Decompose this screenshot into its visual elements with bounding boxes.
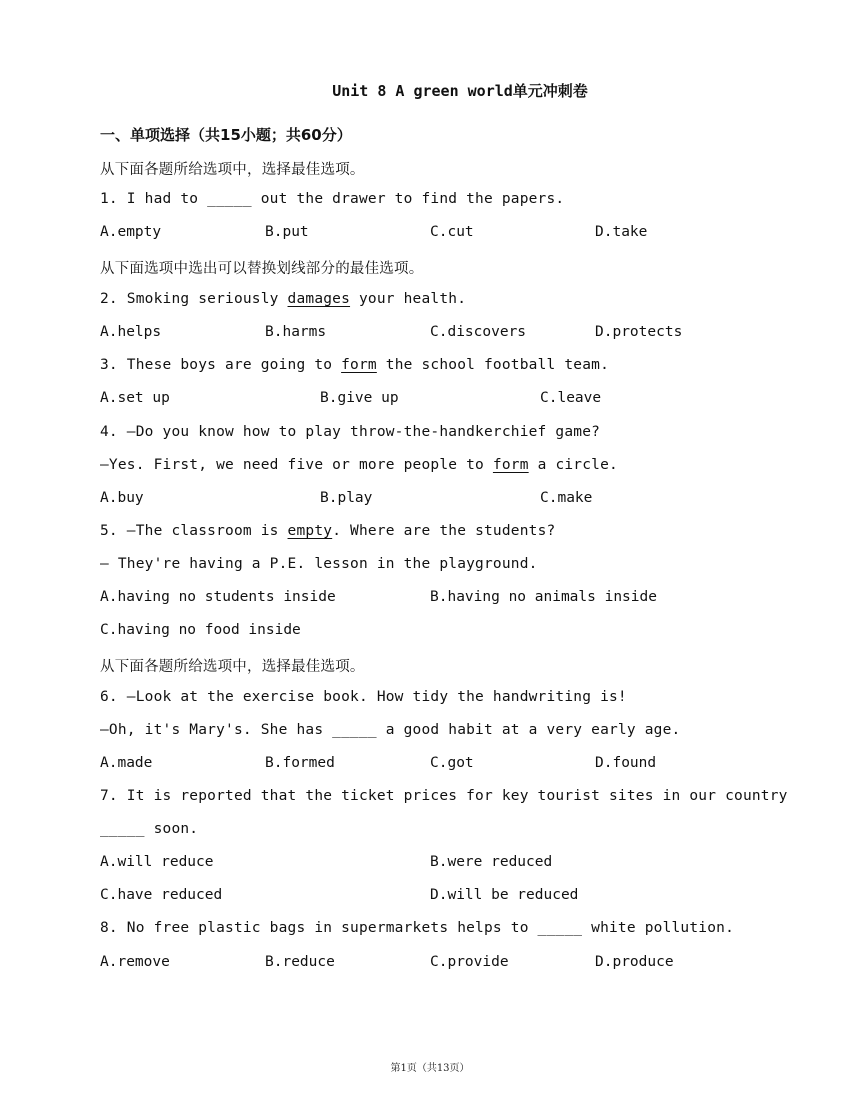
- q7-option-b: B.were reduced: [430, 854, 553, 870]
- q1-option-b: B.put: [265, 224, 309, 240]
- q5-text-end: . Where are the students?: [332, 523, 556, 539]
- q8-option-c: C.provide: [430, 954, 509, 970]
- q2-option-d: D.protects: [595, 324, 683, 340]
- question-4: 4. —Do you know how to play throw-the-handkerchief game?: [100, 424, 601, 440]
- q1-option-c: C.cut: [430, 224, 474, 240]
- question-5-response: — They're having a P.E. lesson in the playground.: [100, 556, 538, 572]
- q3-underlined-word: form: [341, 357, 377, 373]
- q3-text-end: the school football team.: [376, 357, 610, 373]
- document-title: Unit 8 A green world单元冲刺卷: [332, 82, 588, 100]
- q7-option-a: A.will reduce: [100, 854, 214, 870]
- question-6-response: —Oh, it's Mary's. She has _____ a good habit at a very early age.: [100, 722, 681, 738]
- q2-option-a: A.helps: [100, 324, 162, 340]
- q8-option-d: D.produce: [595, 954, 674, 970]
- q2-option-b: B.harms: [265, 324, 327, 340]
- question-7-continued: _____ soon.: [100, 821, 199, 837]
- question-8: 8. No free plastic bags in supermarkets helps to _____ white pollution.: [100, 920, 735, 936]
- question-7: 7. It is reported that the ticket prices for key tourist sites in our country: [100, 788, 788, 804]
- q6-option-d: D.found: [595, 755, 657, 771]
- q6-option-a: A.made: [100, 755, 153, 771]
- q2-text: 2. Smoking seriously: [100, 291, 288, 307]
- q4-option-a: A.buy: [100, 490, 144, 506]
- page-footer: 第1页（共13页）: [390, 1063, 470, 1074]
- question-4-response: [100, 457, 618, 473]
- instruction-text: 从下面各题所给选项中，选择最佳选项。: [100, 162, 365, 178]
- q4-underlined-word: form: [492, 457, 529, 473]
- q6-option-c: C.got: [430, 755, 474, 771]
- q7-option-c: C.have reduced: [100, 887, 223, 903]
- q3-option-a: A.set up: [100, 390, 170, 406]
- q1-option-d: D.take: [595, 224, 648, 240]
- question-5: [100, 523, 555, 539]
- q1-option-a: A.empty: [100, 224, 162, 240]
- q2-text-end: your health.: [350, 291, 467, 307]
- q5-option-b: B.having no animals inside: [430, 589, 657, 605]
- question-1: 1. I had to _____ out the drawer to find the papers.: [100, 191, 565, 207]
- instruction-text: 从下面选项中选出可以替换划线部分的最佳选项。: [100, 261, 424, 277]
- q3-option-c: C.leave: [540, 390, 602, 406]
- instruction-text: 从下面各题所给选项中，选择最佳选项。: [100, 659, 365, 675]
- q7-option-d: D.will be reduced: [430, 887, 579, 903]
- q5-option-c: C.having no food inside: [100, 622, 301, 638]
- q5-option-a: A.having no students inside: [100, 589, 336, 605]
- q8-option-a: A.remove: [100, 954, 170, 970]
- q6-option-b: B.formed: [265, 755, 335, 771]
- q2-option-c: C.discovers: [430, 324, 527, 340]
- q2-underlined-word: damages: [287, 291, 351, 307]
- q5-underlined-word: empty: [287, 523, 333, 539]
- q4-option-b: B.play: [320, 490, 373, 506]
- question-2: [100, 291, 466, 307]
- q3-text: 3. These boys are going to: [100, 357, 342, 373]
- q3-option-b: B.give up: [320, 390, 399, 406]
- q8-option-b: B.reduce: [265, 954, 335, 970]
- q5-text: 5. —The classroom is: [100, 523, 288, 539]
- q4-text: —Yes. First, we need five or more people to: [100, 457, 493, 473]
- question-6: 6. —Look at the exercise book. How tidy the handwriting is!: [100, 689, 627, 705]
- q4-option-c: C.make: [540, 490, 593, 506]
- q4-text-end: a circle.: [528, 457, 618, 473]
- section-heading: 一、单项选择（共15小题；共60分）: [100, 126, 352, 144]
- question-3: [100, 357, 609, 373]
